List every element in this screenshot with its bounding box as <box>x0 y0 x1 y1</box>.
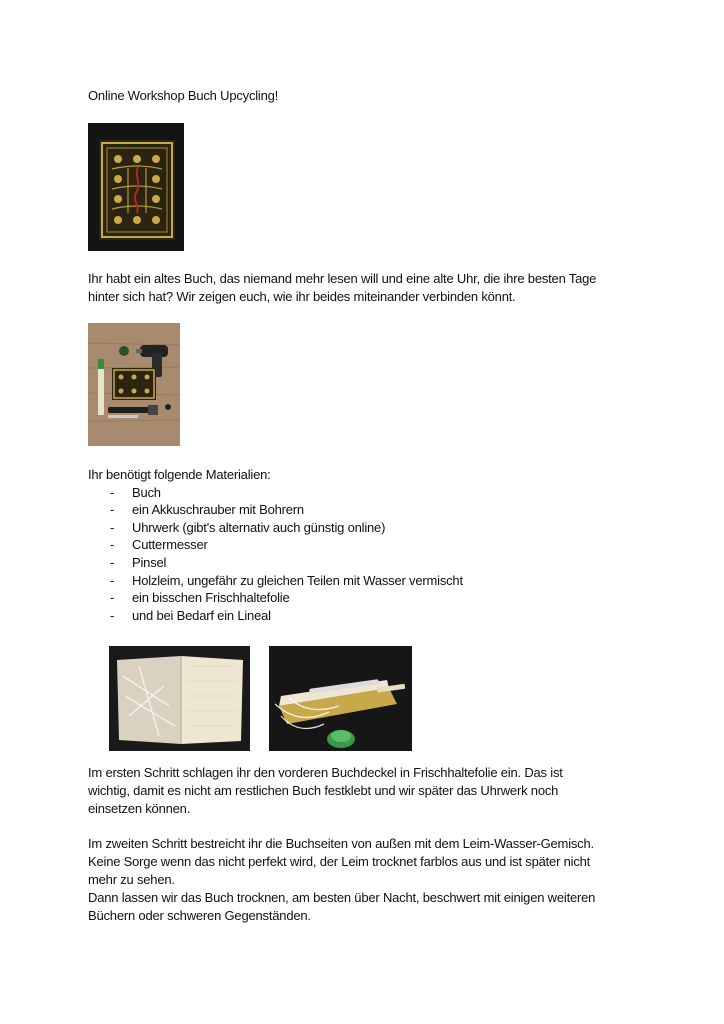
step-two-paragraph <box>88 835 648 925</box>
intro-paragraph <box>88 270 648 306</box>
material-label: Uhrwerk (gibt's alternativ auch günstig online) <box>132 519 386 535</box>
list-item <box>88 572 463 590</box>
materials-heading: Ihr benötigt folgende Materialien: <box>88 467 271 482</box>
material-label: und bei Bedarf ein Lineal <box>132 607 271 623</box>
step-two-line: mehr zu sehen. <box>88 872 175 887</box>
step-two-line: Büchern oder schweren Gegenständen. <box>88 908 311 923</box>
bullet-dash: - <box>110 519 115 535</box>
list-item <box>88 501 463 519</box>
wrapped-cover-photo <box>109 646 250 751</box>
bullet-dash: - <box>110 607 115 623</box>
list-item <box>88 589 463 607</box>
materials-list <box>88 484 463 625</box>
material-label: Buch <box>132 484 161 500</box>
intro-line: hinter sich hat? Wir zeigen euch, wie ihr beides miteinander verbinden könnt. <box>88 289 516 304</box>
list-item <box>88 536 463 554</box>
list-item <box>88 554 463 572</box>
list-item <box>88 484 463 502</box>
bullet-dash: - <box>110 554 115 570</box>
step-one-line: einsetzen können. <box>88 801 191 816</box>
step-one-paragraph <box>88 764 648 818</box>
step-one-line: wichtig, damit es nicht am restlichen Buch festklebt und wir später das Uhrwerk noch <box>88 783 559 798</box>
step-two-line: Keine Sorge wenn das nicht perfekt wird, der Leim trocknet farblos aus und ist später nicht <box>88 854 591 869</box>
intro-line: Ihr habt ein altes Buch, das niemand mehr lesen will und eine alte Uhr, die ihre besten Tage <box>88 271 597 286</box>
step-one-line: Im ersten Schritt schlagen ihr den vorderen Buchdeckel in Frischhaltefolie ein. Das ist <box>88 765 563 780</box>
bullet-dash: - <box>110 484 115 500</box>
material-label: ein Akkuschrauber mit Bohrern <box>132 502 304 518</box>
book-cover-photo <box>88 123 184 251</box>
bullet-dash: - <box>110 572 115 588</box>
materials-photo <box>88 323 180 446</box>
list-item <box>88 519 463 537</box>
material-label: Pinsel <box>132 554 167 570</box>
bullet-dash: - <box>110 502 115 518</box>
list-item <box>88 607 463 625</box>
material-label: Holzleim, ungefähr zu gleichen Teilen mit Wasser vermischt <box>132 572 463 588</box>
bullet-dash: - <box>110 590 115 606</box>
glue-step-photo <box>269 646 412 751</box>
material-label: Cuttermesser <box>132 537 208 553</box>
step-two-line: Im zweiten Schritt bestreicht ihr die Buchseiten von außen mit dem Leim-Wasser-Gemisch. <box>88 836 594 851</box>
materials-section <box>88 466 463 624</box>
material-label: ein bisschen Frischhaltefolie <box>132 590 290 606</box>
page-title: Online Workshop Buch Upcycling! <box>88 88 279 103</box>
bullet-dash: - <box>110 537 115 553</box>
step-two-line: Dann lassen wir das Buch trocknen, am besten über Nacht, beschwert mit einigen weiteren <box>88 890 596 905</box>
